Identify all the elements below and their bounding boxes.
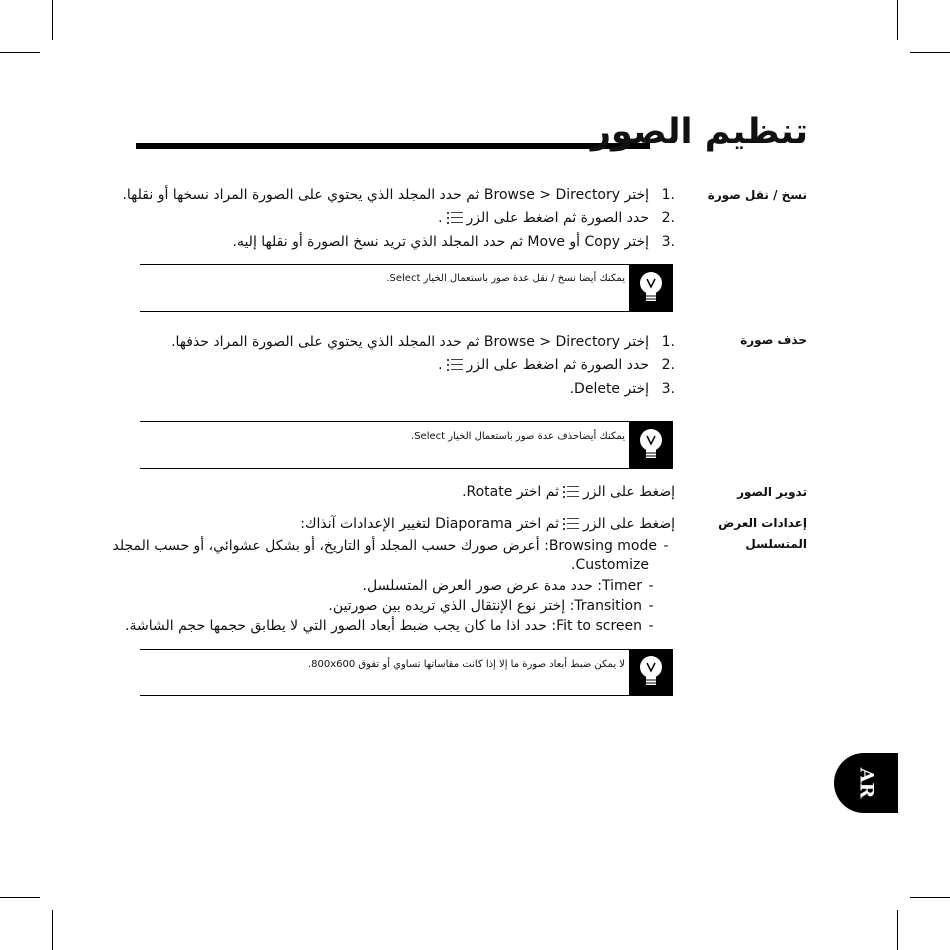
lightbulb-icon <box>629 264 673 311</box>
step-text-end: . <box>438 210 443 226</box>
tip-box <box>140 649 673 696</box>
section-label-rotate: تدوير الصور <box>737 485 807 499</box>
list-menu-icon <box>447 358 463 371</box>
step-text-end: . <box>438 357 443 373</box>
crop-mark <box>897 910 898 950</box>
slideshow-intro-text: إضغط على الزر <box>582 516 675 532</box>
title-rule <box>136 143 650 149</box>
rotate-text-end: ثم اختر Rotate. <box>462 484 559 500</box>
option-text: Browsing mode: أعرض صورك حسب المجلد أو التاريخ، أو بشكل عشوائي، أو حسب المجلد <box>112 538 657 554</box>
step-row <box>115 185 675 205</box>
language-tab-label: AR <box>854 767 877 799</box>
step-text: إختر Browse > Directory ثم حدد المجلد الذي يحتوي على الصورة المراد نسخها أو نقلها. <box>122 187 649 203</box>
page-title: تنظيم الصور <box>590 112 808 152</box>
bullet-dash: - <box>663 538 669 554</box>
tip-text: يمكنك أيضاحذف عدة صور باستعمال الخيار Select. <box>411 431 625 442</box>
crop-mark <box>0 897 40 898</box>
step-text: إختر Delete. <box>569 381 649 397</box>
slideshow-intro <box>115 514 675 534</box>
step-text: إختر Browse > Directory ثم حدد المجلد الذي يحتوي على الصورة المراد حذفها. <box>171 334 649 350</box>
crop-mark <box>52 910 53 950</box>
bullet-dash: - <box>648 578 654 594</box>
step-number: .1 <box>661 187 675 203</box>
crop-mark <box>910 897 950 898</box>
bullet-dash: - <box>648 618 654 634</box>
step-number: .2 <box>661 210 675 226</box>
section-label-copy-move: نسخ / نقل صورة <box>707 188 807 202</box>
tip-box <box>140 264 673 312</box>
tip-box <box>140 421 673 469</box>
rotate-row <box>115 482 675 502</box>
step-number: .1 <box>661 334 675 350</box>
step-row <box>115 379 675 399</box>
section-label-delete: حذف صورة <box>740 333 807 347</box>
option-text: Customize. <box>571 557 649 573</box>
step-text: إختر Copy أو Move ثم حدد المجلد الذي تريد نسخ الصورة أو نقلها إليه. <box>232 234 649 250</box>
step-row <box>115 332 675 352</box>
step-text: حدد الصورة ثم اضغط على الزر <box>466 210 649 226</box>
option-item-continued <box>89 555 675 575</box>
step-text: حدد الصورة ثم اضغط على الزر <box>466 357 649 373</box>
lightbulb-icon <box>629 649 673 695</box>
crop-mark <box>897 0 898 40</box>
section-label-slideshow <box>700 513 807 555</box>
option-text: Timer: حدد مدة عرض صور العرض المتسلسل. <box>362 578 642 594</box>
option-item <box>100 616 660 636</box>
step-number: .3 <box>661 381 675 397</box>
slideshow-intro-text-end: ثم اختر Diaporama لتغيير الإعدادات آنذاك: <box>300 516 559 532</box>
option-text: Transition: إختر نوع الإنتقال الذي تريده بين صورتين. <box>328 598 642 614</box>
step-row <box>115 208 675 228</box>
crop-mark <box>0 52 40 53</box>
crop-mark <box>910 52 950 53</box>
option-item <box>112 536 675 556</box>
step-number: .3 <box>661 234 675 250</box>
list-menu-icon <box>447 211 463 224</box>
option-item <box>100 576 660 596</box>
step-row <box>115 232 675 252</box>
bullet-dash: - <box>648 598 654 614</box>
option-item <box>100 596 660 616</box>
tip-text: يمكنك أيضا نسخ / نقل عدة صور باستعمال الخيار Select. <box>386 273 625 284</box>
option-text: Fit to screen: حدد اذا ما كان يجب ضبط أبعاد الصور التي لا يطابق حجمها حجم الشاشة. <box>125 618 642 634</box>
rotate-text: إضغط على الزر <box>582 484 675 500</box>
language-tab <box>834 753 898 813</box>
list-menu-icon <box>563 485 579 498</box>
lightbulb-icon <box>629 421 673 468</box>
crop-mark <box>52 0 53 40</box>
step-row <box>115 355 675 375</box>
list-menu-icon <box>563 517 579 530</box>
section-label-line: إعدادات العرض <box>718 516 807 530</box>
section-label-line: المتسلسل <box>745 537 807 551</box>
tip-text: لا يمكن ضبط أبعاد صورة ما إلا إذا كانت مقاساتها تساوي أو تفوق 800x600. <box>307 659 625 670</box>
step-number: .2 <box>661 357 675 373</box>
